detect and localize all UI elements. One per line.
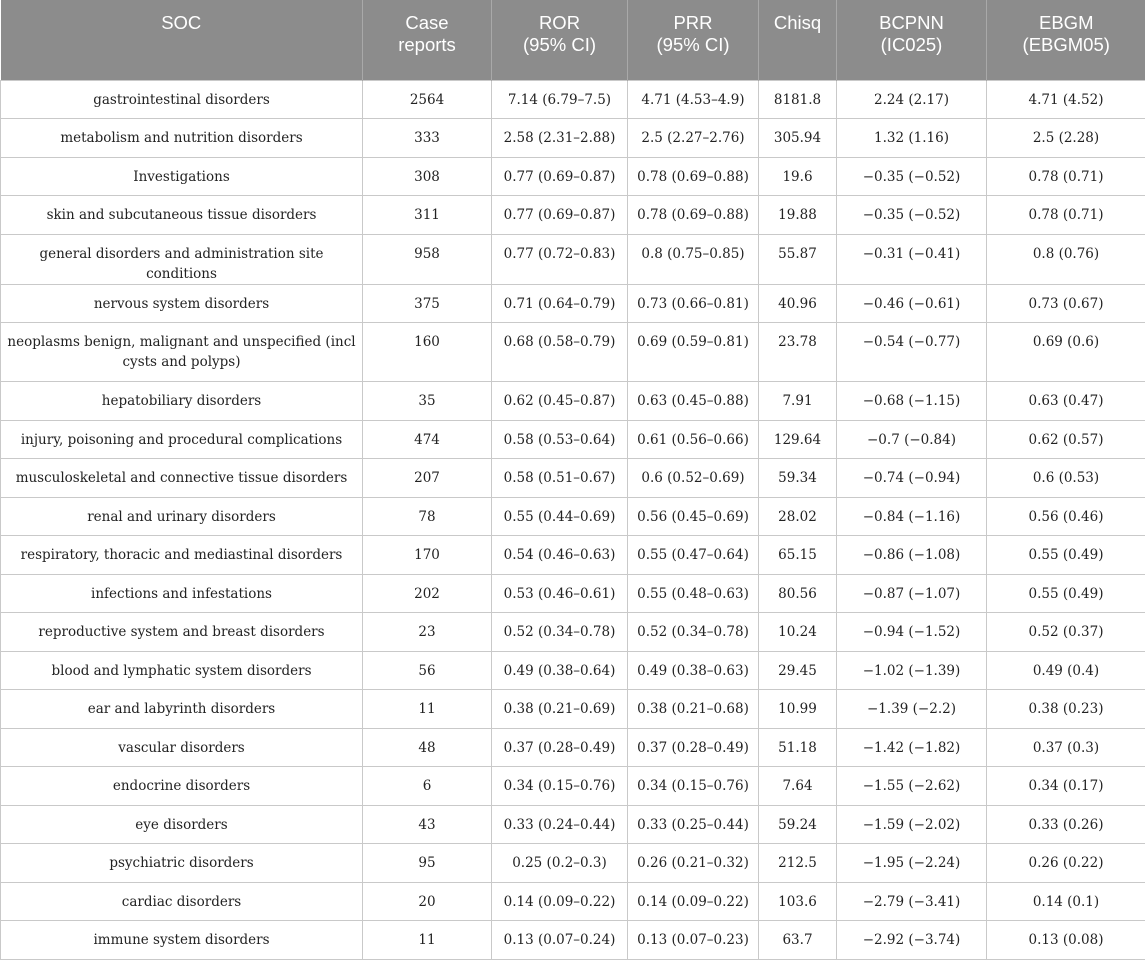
cell-soc: Investigations: [1, 157, 363, 196]
cell-prr: 0.63 (0.45–0.88): [628, 382, 759, 421]
cell-bcpnn: −0.54 (−0.77): [837, 323, 987, 382]
cell-bcpnn: −0.84 (−1.16): [837, 497, 987, 536]
cell-chisq: 305.94: [759, 119, 837, 158]
cell-case-reports: 56: [363, 651, 492, 690]
cell-ebgm: 0.38 (0.23): [987, 690, 1145, 729]
table-row: [1, 767, 1145, 806]
table-row: [1, 574, 1145, 613]
cell-soc: injury, poisoning and procedural complications: [1, 420, 363, 459]
cell-ror: 0.71 (0.64–0.79): [492, 284, 628, 323]
cell-bcpnn: −1.55 (−2.62): [837, 767, 987, 806]
cell-case-reports: 78: [363, 497, 492, 536]
table-header: [1, 0, 1145, 80]
cell-case-reports: 207: [363, 459, 492, 498]
cell-soc: immune system disorders: [1, 921, 363, 960]
cell-soc: skin and subcutaneous tissue disorders: [1, 196, 363, 235]
cell-prr: 2.5 (2.27–2.76): [628, 119, 759, 158]
cell-case-reports: 160: [363, 323, 492, 382]
cell-prr: 0.55 (0.48–0.63): [628, 574, 759, 613]
cell-ebgm: 0.49 (0.4): [987, 651, 1145, 690]
cell-soc: psychiatric disorders: [1, 844, 363, 883]
cell-ebgm: 0.34 (0.17): [987, 767, 1145, 806]
cell-ror: 0.58 (0.53–0.64): [492, 420, 628, 459]
cell-chisq: 19.6: [759, 157, 837, 196]
cell-chisq: 28.02: [759, 497, 837, 536]
header-prr: PRR (95% CI): [628, 0, 759, 80]
cell-prr: 0.78 (0.69–0.88): [628, 196, 759, 235]
cell-prr: 0.8 (0.75–0.85): [628, 234, 759, 284]
table-row: [1, 323, 1145, 382]
cell-case-reports: 95: [363, 844, 492, 883]
cell-prr: 0.6 (0.52–0.69): [628, 459, 759, 498]
cell-ebgm: 0.55 (0.49): [987, 574, 1145, 613]
cell-ror: 0.34 (0.15–0.76): [492, 767, 628, 806]
cell-soc: reproductive system and breast disorders: [1, 613, 363, 652]
cell-ebgm: 0.62 (0.57): [987, 420, 1145, 459]
header-ebgm: EBGM (EBGM05): [987, 0, 1145, 80]
cell-soc: infections and infestations: [1, 574, 363, 613]
cell-bcpnn: −0.35 (−0.52): [837, 157, 987, 196]
cell-ebgm: 0.56 (0.46): [987, 497, 1145, 536]
cell-bcpnn: 1.32 (1.16): [837, 119, 987, 158]
cell-ebgm: 2.5 (2.28): [987, 119, 1145, 158]
cell-soc: vascular disorders: [1, 728, 363, 767]
cell-bcpnn: −2.79 (−3.41): [837, 882, 987, 921]
cell-chisq: 8181.8: [759, 80, 837, 119]
cell-chisq: 129.64: [759, 420, 837, 459]
cell-case-reports: 958: [363, 234, 492, 284]
cell-ebgm: 0.13 (0.08): [987, 921, 1145, 960]
cell-soc: hepatobiliary disorders: [1, 382, 363, 421]
table-row: [1, 921, 1145, 960]
cell-ror: 0.38 (0.21–0.69): [492, 690, 628, 729]
table-row: [1, 382, 1145, 421]
table-row: [1, 196, 1145, 235]
cell-case-reports: 308: [363, 157, 492, 196]
cell-bcpnn: −0.31 (−0.41): [837, 234, 987, 284]
cell-bcpnn: −0.87 (−1.07): [837, 574, 987, 613]
cell-prr: 4.71 (4.53–4.9): [628, 80, 759, 119]
header-case-reports: Case reports: [363, 0, 492, 80]
cell-ror: 0.53 (0.46–0.61): [492, 574, 628, 613]
cell-chisq: 19.88: [759, 196, 837, 235]
cell-ror: 0.68 (0.58–0.79): [492, 323, 628, 382]
table-row: [1, 80, 1145, 119]
table-row: [1, 882, 1145, 921]
cell-case-reports: 333: [363, 119, 492, 158]
cell-case-reports: 20: [363, 882, 492, 921]
cell-ror: 0.55 (0.44–0.69): [492, 497, 628, 536]
cell-bcpnn: −0.68 (−1.15): [837, 382, 987, 421]
table-row: [1, 497, 1145, 536]
cell-case-reports: 311: [363, 196, 492, 235]
cell-ebgm: 0.6 (0.53): [987, 459, 1145, 498]
cell-ror: 7.14 (6.79–7.5): [492, 80, 628, 119]
cell-ebgm: 0.78 (0.71): [987, 196, 1145, 235]
cell-case-reports: 375: [363, 284, 492, 323]
cell-ebgm: 0.26 (0.22): [987, 844, 1145, 883]
cell-ror: 0.77 (0.72–0.83): [492, 234, 628, 284]
cell-soc: blood and lymphatic system disorders: [1, 651, 363, 690]
cell-bcpnn: −0.74 (−0.94): [837, 459, 987, 498]
cell-chisq: 7.64: [759, 767, 837, 806]
cell-prr: 0.38 (0.21–0.68): [628, 690, 759, 729]
table-row: [1, 284, 1145, 323]
cell-case-reports: 170: [363, 536, 492, 575]
cell-prr: 0.34 (0.15–0.76): [628, 767, 759, 806]
cell-case-reports: 35: [363, 382, 492, 421]
cell-prr: 0.26 (0.21–0.32): [628, 844, 759, 883]
cell-ebgm: 0.14 (0.1): [987, 882, 1145, 921]
cell-chisq: 55.87: [759, 234, 837, 284]
cell-soc: metabolism and nutrition disorders: [1, 119, 363, 158]
cell-ror: 0.58 (0.51–0.67): [492, 459, 628, 498]
cell-ebgm: 4.71 (4.52): [987, 80, 1145, 119]
table-row: [1, 536, 1145, 575]
cell-case-reports: 11: [363, 690, 492, 729]
cell-bcpnn: −2.92 (−3.74): [837, 921, 987, 960]
cell-ebgm: 0.69 (0.6): [987, 323, 1145, 382]
table-row: [1, 844, 1145, 883]
cell-bcpnn: −1.95 (−2.24): [837, 844, 987, 883]
cell-bcpnn: −1.39 (−2.2): [837, 690, 987, 729]
cell-case-reports: 474: [363, 420, 492, 459]
cell-soc: respiratory, thoracic and mediastinal disorders: [1, 536, 363, 575]
cell-chisq: 51.18: [759, 728, 837, 767]
cell-case-reports: 23: [363, 613, 492, 652]
cell-soc: cardiac disorders: [1, 882, 363, 921]
table-row: [1, 119, 1145, 158]
cell-prr: 0.73 (0.66–0.81): [628, 284, 759, 323]
header-bcpnn: BCPNN (IC025): [837, 0, 987, 80]
cell-case-reports: 48: [363, 728, 492, 767]
cell-chisq: 65.15: [759, 536, 837, 575]
cell-case-reports: 2564: [363, 80, 492, 119]
header-soc: SOC: [1, 0, 363, 80]
cell-bcpnn: −0.94 (−1.52): [837, 613, 987, 652]
cell-prr: 0.78 (0.69–0.88): [628, 157, 759, 196]
cell-bcpnn: −0.7 (−0.84): [837, 420, 987, 459]
cell-bcpnn: −0.86 (−1.08): [837, 536, 987, 575]
header-ror: ROR (95% CI): [492, 0, 628, 80]
cell-ebgm: 0.33 (0.26): [987, 805, 1145, 844]
cell-chisq: 10.99: [759, 690, 837, 729]
table-row: [1, 613, 1145, 652]
cell-chisq: 103.6: [759, 882, 837, 921]
cell-ror: 0.52 (0.34–0.78): [492, 613, 628, 652]
header-chisq: Chisq: [759, 0, 837, 80]
cell-soc: nervous system disorders: [1, 284, 363, 323]
cell-ebgm: 0.63 (0.47): [987, 382, 1145, 421]
cell-ebgm: 0.78 (0.71): [987, 157, 1145, 196]
table-row: [1, 459, 1145, 498]
cell-ebgm: 0.37 (0.3): [987, 728, 1145, 767]
cell-soc: general disorders and administration site conditions: [1, 234, 363, 284]
cell-ebgm: 0.73 (0.67): [987, 284, 1145, 323]
cell-chisq: 40.96: [759, 284, 837, 323]
cell-ror: 0.25 (0.2–0.3): [492, 844, 628, 883]
cell-ror: 0.77 (0.69–0.87): [492, 196, 628, 235]
cell-ror: 0.13 (0.07–0.24): [492, 921, 628, 960]
cell-soc: eye disorders: [1, 805, 363, 844]
cell-prr: 0.14 (0.09–0.22): [628, 882, 759, 921]
cell-ror: 0.62 (0.45–0.87): [492, 382, 628, 421]
cell-chisq: 23.78: [759, 323, 837, 382]
cell-soc: renal and urinary disorders: [1, 497, 363, 536]
cell-case-reports: 11: [363, 921, 492, 960]
cell-ror: 0.37 (0.28–0.49): [492, 728, 628, 767]
cell-ebgm: 0.55 (0.49): [987, 536, 1145, 575]
cell-chisq: 63.7: [759, 921, 837, 960]
cell-prr: 0.61 (0.56–0.66): [628, 420, 759, 459]
cell-ror: 0.49 (0.38–0.64): [492, 651, 628, 690]
cell-soc: neoplasms benign, malignant and unspecified (incl cysts and polyps): [1, 323, 363, 382]
table-row: [1, 805, 1145, 844]
cell-ror: 0.54 (0.46–0.63): [492, 536, 628, 575]
cell-ebgm: 0.8 (0.76): [987, 234, 1145, 284]
cell-prr: 0.69 (0.59–0.81): [628, 323, 759, 382]
cell-chisq: 10.24: [759, 613, 837, 652]
table-row: [1, 728, 1145, 767]
cell-prr: 0.13 (0.07–0.23): [628, 921, 759, 960]
cell-prr: 0.33 (0.25–0.44): [628, 805, 759, 844]
cell-bcpnn: −0.46 (−0.61): [837, 284, 987, 323]
cell-case-reports: 43: [363, 805, 492, 844]
cell-bcpnn: −0.35 (−0.52): [837, 196, 987, 235]
cell-ror: 2.58 (2.31–2.88): [492, 119, 628, 158]
table-row: [1, 234, 1145, 284]
cell-ebgm: 0.52 (0.37): [987, 613, 1145, 652]
cell-chisq: 7.91: [759, 382, 837, 421]
table-body: [1, 80, 1145, 959]
cell-chisq: 29.45: [759, 651, 837, 690]
cell-prr: 0.49 (0.38–0.63): [628, 651, 759, 690]
cell-soc: ear and labyrinth disorders: [1, 690, 363, 729]
table-row: [1, 420, 1145, 459]
cell-ror: 0.14 (0.09–0.22): [492, 882, 628, 921]
cell-bcpnn: −1.42 (−1.82): [837, 728, 987, 767]
cell-prr: 0.37 (0.28–0.49): [628, 728, 759, 767]
cell-prr: 0.55 (0.47–0.64): [628, 536, 759, 575]
cell-prr: 0.52 (0.34–0.78): [628, 613, 759, 652]
cell-soc: musculoskeletal and connective tissue disorders: [1, 459, 363, 498]
cell-chisq: 59.34: [759, 459, 837, 498]
cell-chisq: 59.24: [759, 805, 837, 844]
cell-case-reports: 202: [363, 574, 492, 613]
cell-bcpnn: −1.02 (−1.39): [837, 651, 987, 690]
cell-ror: 0.33 (0.24–0.44): [492, 805, 628, 844]
cell-case-reports: 6: [363, 767, 492, 806]
header-row: [1, 0, 1145, 80]
table-row: [1, 690, 1145, 729]
cell-ror: 0.77 (0.69–0.87): [492, 157, 628, 196]
cell-bcpnn: 2.24 (2.17): [837, 80, 987, 119]
cell-soc: gastrointestinal disorders: [1, 80, 363, 119]
table-row: [1, 651, 1145, 690]
cell-soc: endocrine disorders: [1, 767, 363, 806]
table-row: [1, 157, 1145, 196]
cell-bcpnn: −1.59 (−2.02): [837, 805, 987, 844]
cell-prr: 0.56 (0.45–0.69): [628, 497, 759, 536]
cell-chisq: 212.5: [759, 844, 837, 883]
cell-chisq: 80.56: [759, 574, 837, 613]
